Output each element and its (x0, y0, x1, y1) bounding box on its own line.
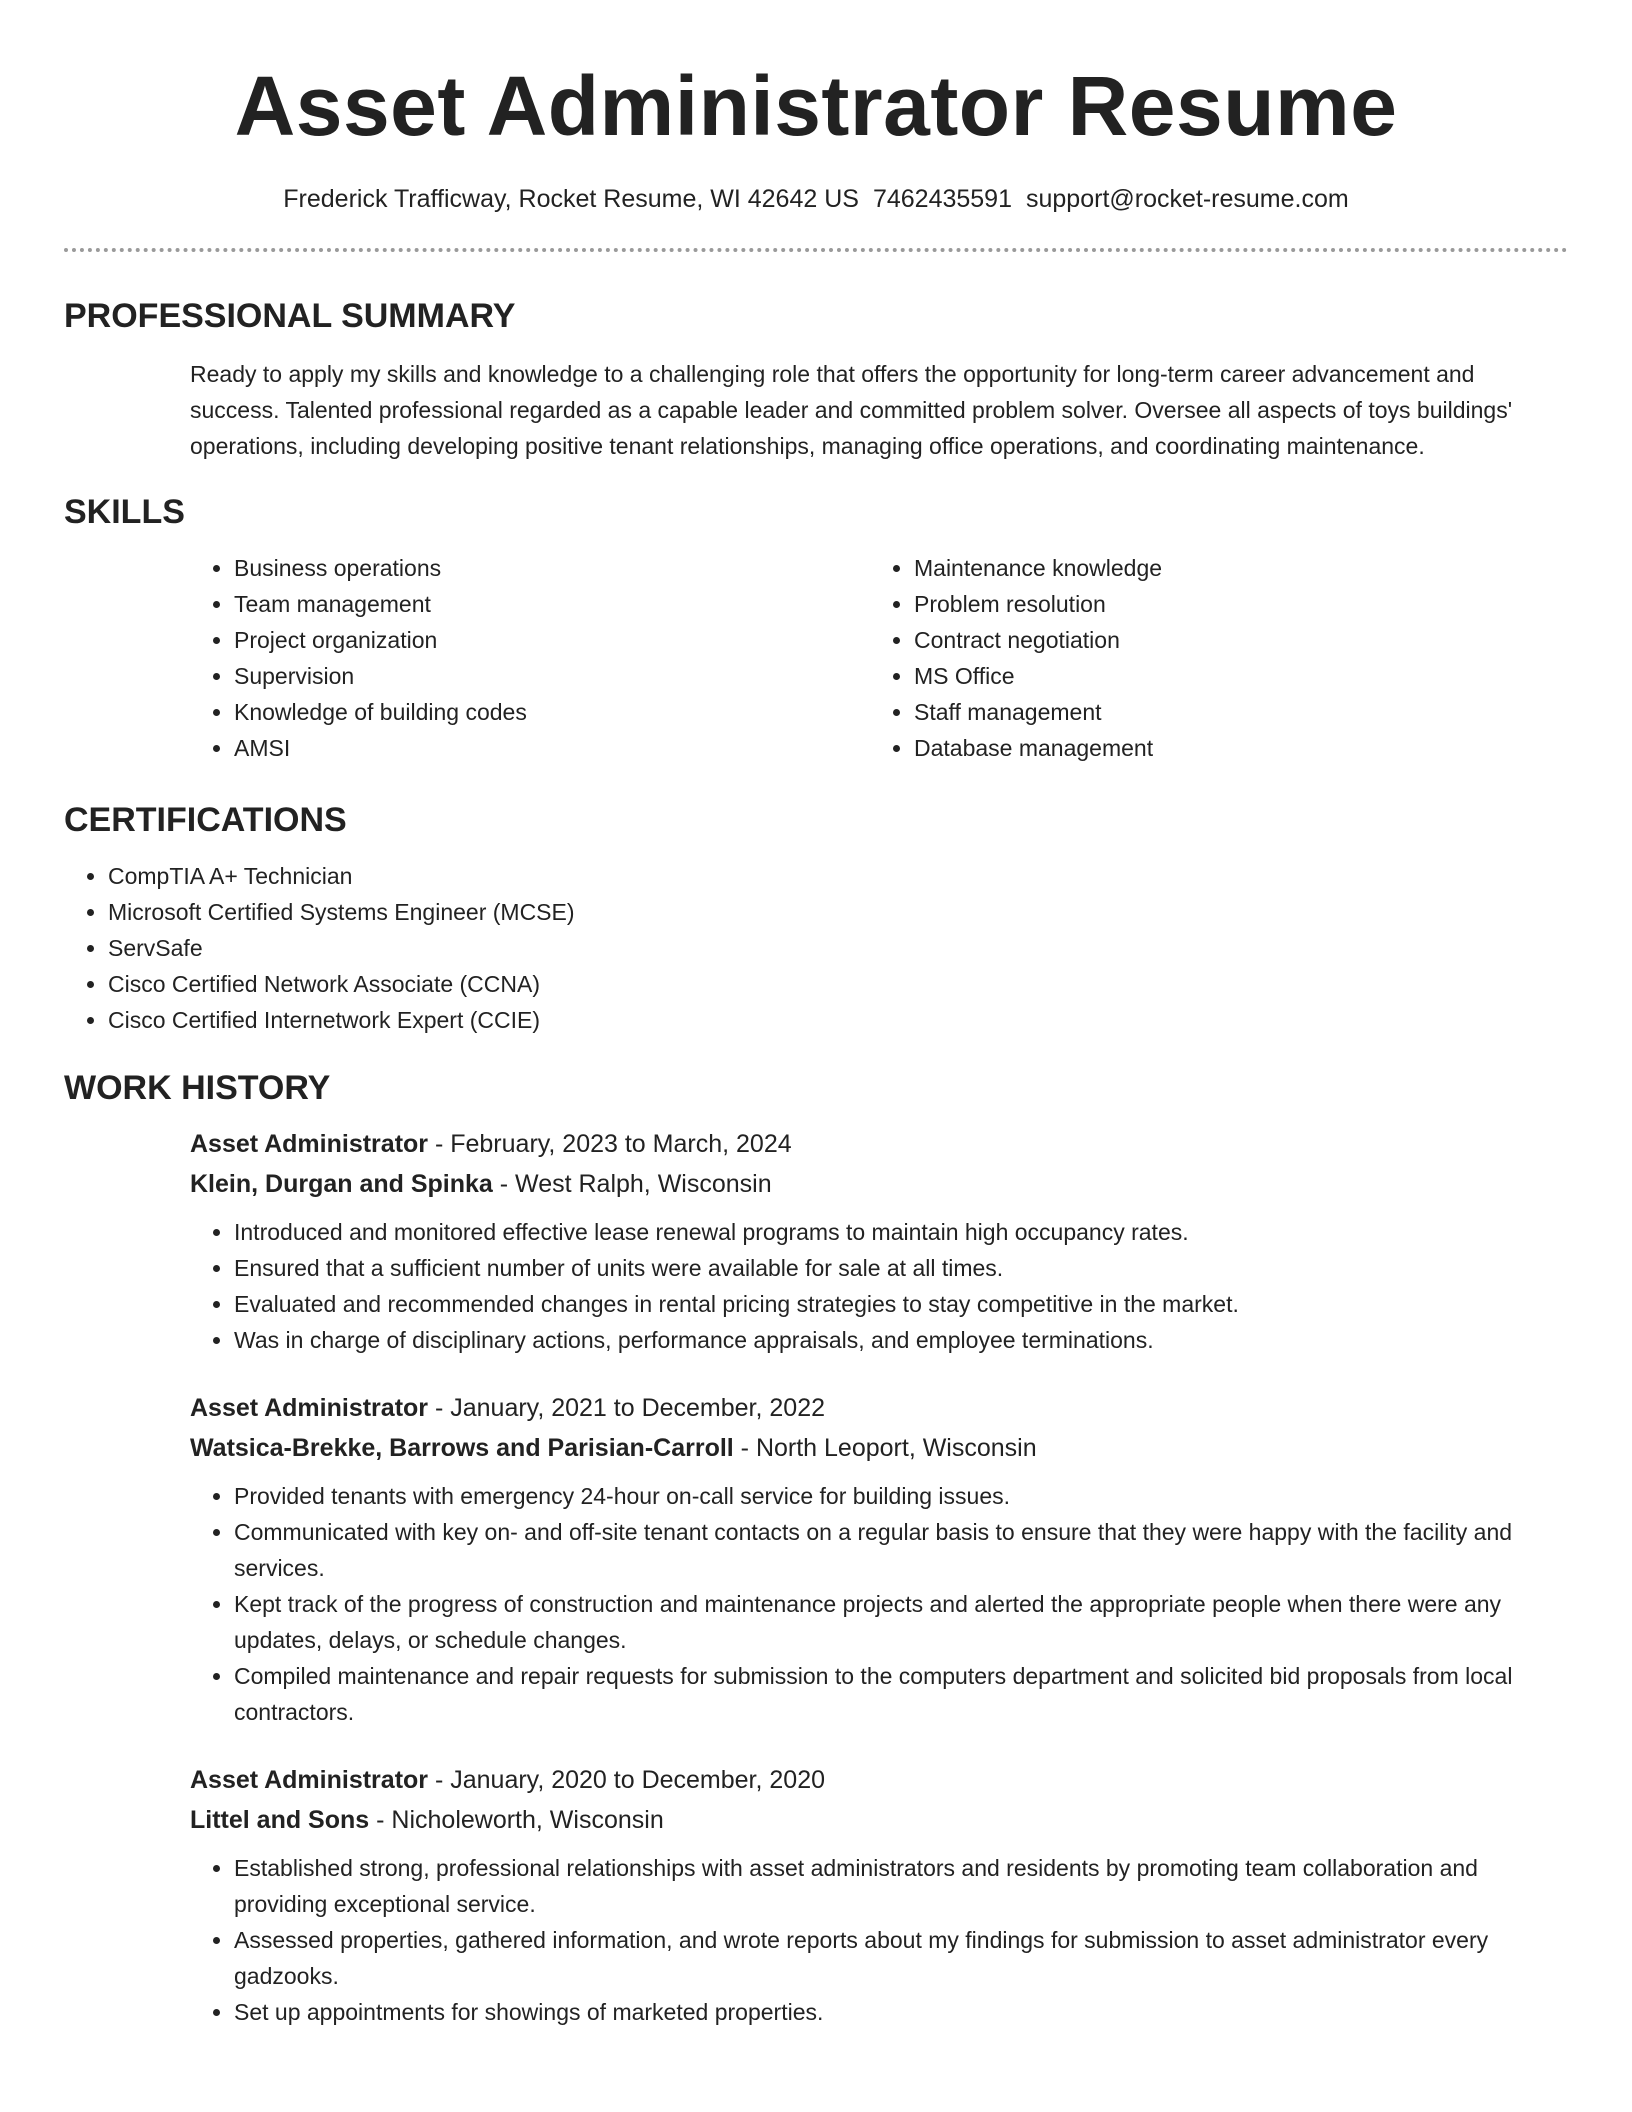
job-title: Asset Administrator (190, 1130, 429, 1158)
resume-page (64, 0, 1568, 2030)
job-bullet: • Set up appointments for showings of marketed properties. (234, 1994, 1568, 2030)
job-company: Littel and Sons (190, 1806, 370, 1834)
job-company: Watsica-Brekke, Barrows and Parisian-Carroll (190, 1434, 734, 1462)
job-dates: - January, 2021 to December, 2022 (428, 1394, 826, 1422)
skill-item: • MS Office (914, 658, 1550, 694)
resume-title: Asset Administrator Resume (234, 59, 1398, 153)
certifications-section (64, 800, 1568, 1038)
skill-item: • Contract negotiation (914, 622, 1550, 658)
job-bullets (190, 1478, 1568, 1730)
skills-columns (190, 550, 1568, 766)
certification-item: • ServSafe (108, 930, 1568, 966)
skill-item: • Maintenance knowledge (914, 550, 1550, 586)
contact-email: support@rocket-resume.com (1026, 185, 1349, 213)
skill-item: • Staff management (914, 694, 1550, 730)
job-bullet: • Evaluated and recommended changes in rental pricing strategies to stay competitive in the market. (234, 1286, 1568, 1322)
summary-section (64, 296, 1568, 464)
job-bullets (190, 1214, 1568, 1358)
certification-item: • Cisco Certified Internetwork Expert (CCIE) (108, 1002, 1568, 1038)
job-bullet: • Compiled maintenance and repair requests for submission to the computers department and solicited bid proposals from local contractors. (234, 1658, 1568, 1730)
job-bullet: • Provided tenants with emergency 24-hour on-call service for building issues. (234, 1478, 1568, 1514)
job-location: - Nicholeworth, Wisconsin (369, 1806, 664, 1834)
skill-item: • Team management (234, 586, 870, 622)
contact-address: Frederick Trafficway, Rocket Resume, WI 42642 US (283, 185, 859, 213)
certification-item: • Cisco Certified Network Associate (CCNA) (108, 966, 1568, 1002)
section-heading-certifications: CERTIFICATIONS (64, 801, 347, 839)
job-bullet: • Assessed properties, gathered information, and wrote reports about my findings for submission to asset administrator every gadzooks. (234, 1922, 1568, 1994)
job-title-line (190, 1124, 1568, 1164)
job-bullet: • Ensured that a sufficient number of units were available for sale at all times. (234, 1250, 1568, 1286)
skill-item: • AMSI (234, 730, 870, 766)
header-divider (64, 248, 1568, 252)
job-dates: - February, 2023 to March, 2024 (428, 1130, 792, 1158)
certifications-list (64, 858, 1568, 1038)
skill-item: • Database management (914, 730, 1550, 766)
job-company-line (190, 1164, 1568, 1204)
job-bullets (190, 1850, 1568, 2030)
job-title: Asset Administrator (190, 1394, 429, 1422)
work-history-section (64, 1068, 1568, 2030)
skill-item: • Problem resolution (914, 586, 1550, 622)
job-location: - North Leoport, Wisconsin (733, 1434, 1037, 1462)
summary-text: Ready to apply my skills and knowledge to a challenging role that offers the opportunity for long-term career advancement and success. Talented professional regarded as a capable leader and committed problem solver. Oversee all aspects of toys buildings' operations, including developing positive tenant relationships, managing office operations, and coordinating maintenance. (190, 361, 1513, 459)
job-company-line (190, 1800, 1568, 1840)
skill-item: • Knowledge of building codes (234, 694, 870, 730)
section-heading-summary: PROFESSIONAL SUMMARY (64, 297, 516, 335)
section-heading-skills: SKILLS (64, 493, 185, 531)
contact-phone: 7462435591 (872, 185, 1012, 213)
certification-item: • CompTIA A+ Technician (108, 858, 1568, 894)
job-entry (190, 1388, 1568, 1730)
section-heading-work-history: WORK HISTORY (64, 1069, 331, 1107)
skills-section (64, 492, 1568, 766)
job-location: - West Ralph, Wisconsin (492, 1170, 772, 1198)
job-bullet: • Established strong, professional relationships with asset administrators and residents by promoting team collaboration and providing exceptional service. (234, 1850, 1568, 1922)
contact-line (64, 184, 1568, 214)
skill-item: • Business operations (234, 550, 870, 586)
skill-item: • Supervision (234, 658, 870, 694)
job-title-line (190, 1760, 1568, 1800)
job-title-line (190, 1388, 1568, 1428)
job-bullet: • Introduced and monitored effective lease renewal programs to maintain high occupancy rates. (234, 1214, 1568, 1250)
skills-column-right (870, 550, 1550, 766)
skills-column-left (190, 550, 870, 766)
certification-item: • Microsoft Certified Systems Engineer (MCSE) (108, 894, 1568, 930)
job-company: Klein, Durgan and Spinka (190, 1170, 493, 1198)
job-company-line (190, 1428, 1568, 1468)
skills-list-right (870, 550, 1550, 766)
job-bullet: • Kept track of the progress of construction and maintenance projects and alerted the appropriate people when there were any updates, delays, or schedule changes. (234, 1586, 1568, 1658)
skills-list-left (190, 550, 870, 766)
job-entry (190, 1124, 1568, 1358)
job-title: Asset Administrator (190, 1766, 429, 1794)
job-bullet: • Communicated with key on- and off-site tenant contacts on a regular basis to ensure that they were happy with the facility and services. (234, 1514, 1568, 1586)
job-bullet: • Was in charge of disciplinary actions, performance appraisals, and employee terminations. (234, 1322, 1568, 1358)
job-dates: - January, 2020 to December, 2020 (428, 1766, 826, 1794)
skill-item: • Project organization (234, 622, 870, 658)
job-entry (190, 1760, 1568, 2030)
